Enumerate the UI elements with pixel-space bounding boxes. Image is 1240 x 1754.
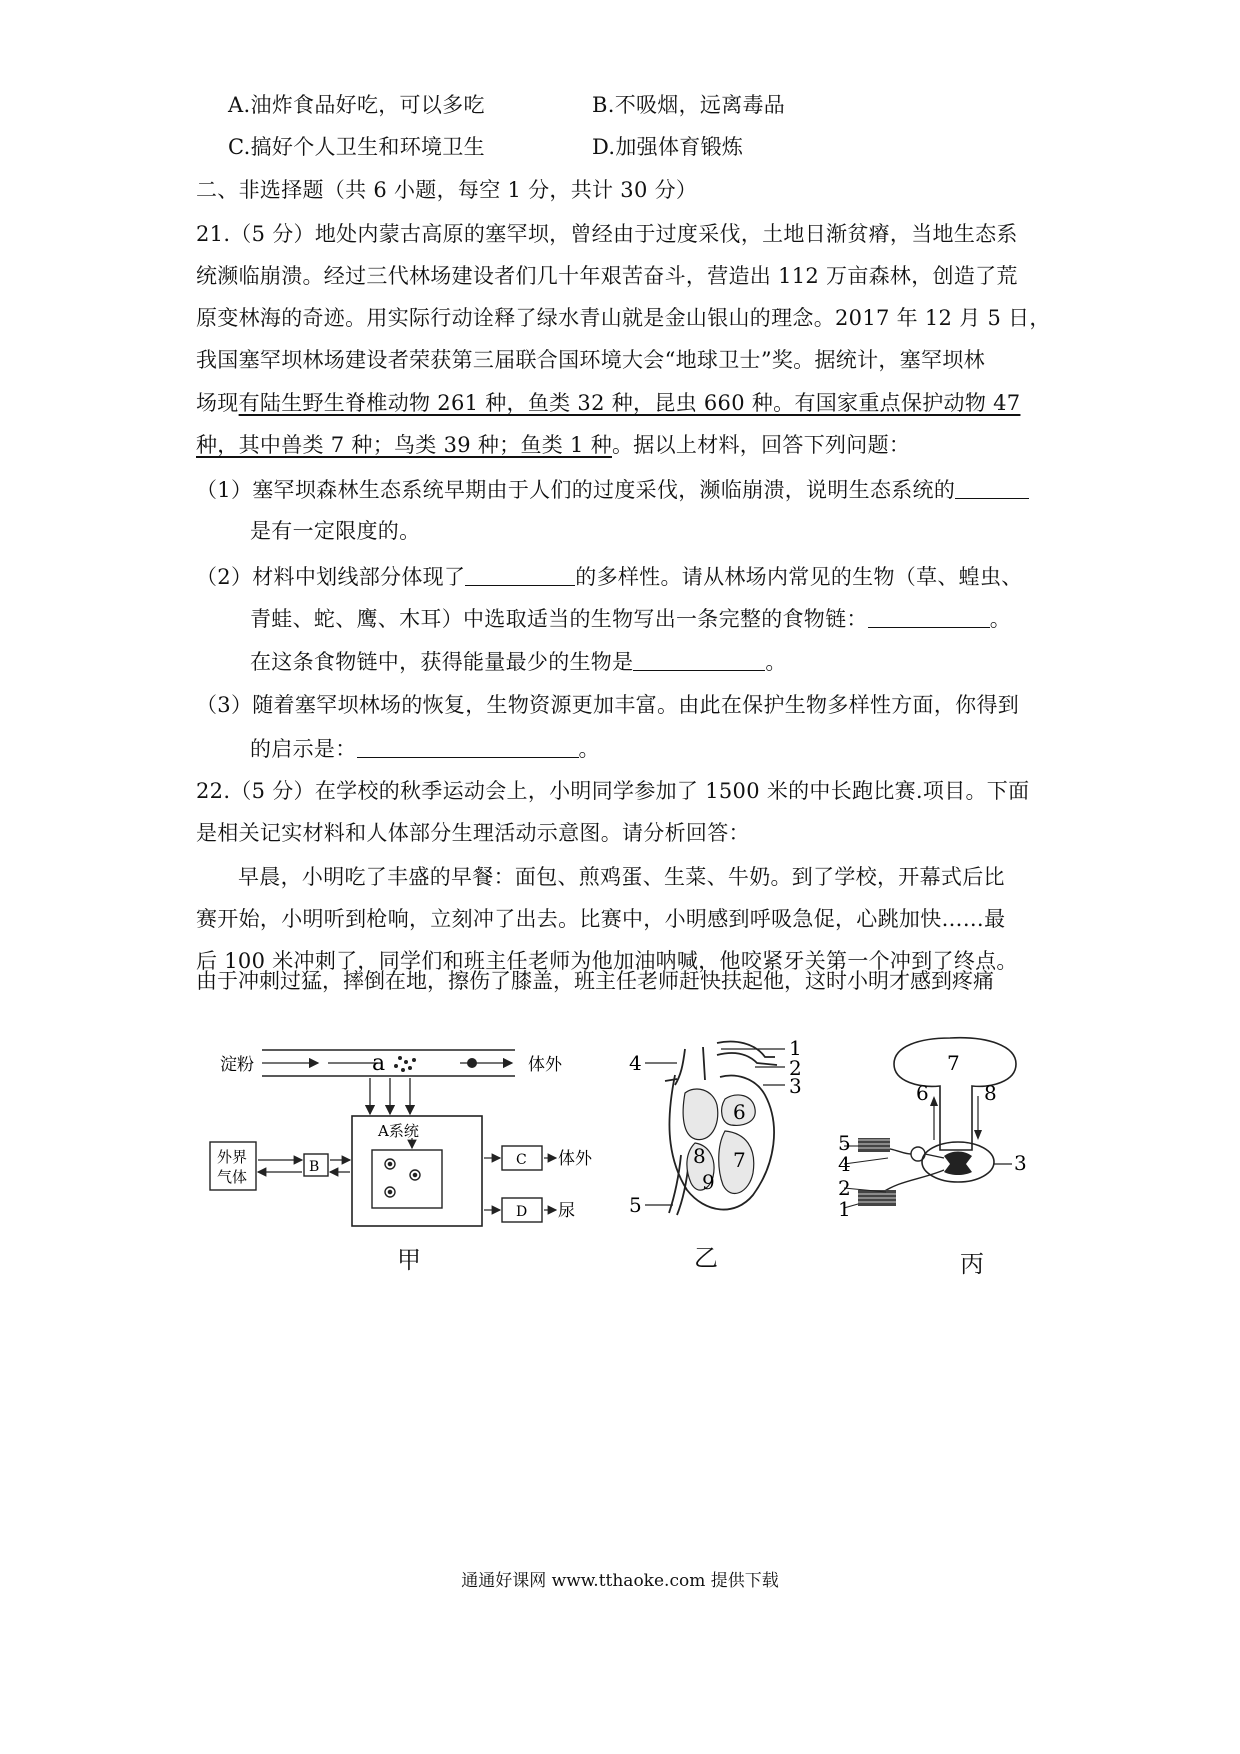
q21-line bbox=[196, 388, 1020, 418]
residue-dot bbox=[467, 1058, 477, 1068]
effector bbox=[858, 1190, 896, 1206]
q22-line: 后 100 米冲刺了，同学们和班主任老师为他加油呐喊，他咬紧牙关第一个冲到了终点。 bbox=[196, 949, 1018, 973]
q21-line: 统濒临崩溃。经过三代林场建设者们几十年艰苦奋斗，营造出 112 万亩森林，创造了荒 bbox=[196, 264, 1018, 288]
q22-line: 是相关记实材料和人体部分生理活动示意图。请分析回答： bbox=[196, 821, 750, 845]
label-starch: 淀粉 bbox=[220, 1055, 254, 1075]
q21-part2-line3 bbox=[250, 646, 787, 677]
cell-circles bbox=[385, 1159, 420, 1197]
label-urine: 尿 bbox=[558, 1201, 575, 1221]
label-outside-2: 体外 bbox=[558, 1149, 592, 1169]
heart-label-5: 5 bbox=[629, 1193, 642, 1217]
q21-text: 场现 bbox=[196, 391, 239, 415]
q21-text: 在这条食物链中，获得能量最少的生物是 bbox=[250, 650, 634, 674]
heart-label-4: 4 bbox=[629, 1051, 642, 1075]
q21-text: 青蛙、蛇、鹰、木耳）中选取适当的生物写出一条完整的食物链： bbox=[250, 607, 868, 631]
label-air-2: 气体 bbox=[217, 1168, 248, 1186]
q21-part2 bbox=[196, 561, 1023, 592]
q21-line: 21.（5 分）地处内蒙古高原的塞罕坝，曾经由于过度采伐，土地日渐贫瘠，当地生态系 bbox=[196, 222, 1018, 246]
receptor bbox=[858, 1138, 890, 1152]
section-title: 二、非选择题（共 6 小题，每空 1 分，共计 30 分） bbox=[196, 178, 698, 202]
q21-text: 。据以上材料，回答下列问题： bbox=[612, 433, 911, 457]
heart-label-2: 2 bbox=[789, 1056, 802, 1080]
heart-label-1: 1 bbox=[789, 1036, 802, 1060]
label-a: a bbox=[372, 1051, 386, 1076]
label-b: B bbox=[309, 1159, 320, 1175]
caption-jia: 甲 bbox=[397, 1246, 421, 1274]
underlined-material: 有陆生野生脊椎动物 261 种，鱼类 32 种，昆虫 660 种。有国家重点保护动物 47 bbox=[238, 391, 1021, 415]
label-outside-1: 体外 bbox=[528, 1055, 562, 1075]
q21-text: （2）材料中划线部分体现了 bbox=[196, 565, 466, 589]
label-d: D bbox=[516, 1204, 528, 1220]
q21-line: 我国塞罕坝林场建设者荣获第三届联合国环境大会“地球卫士”奖。据统计，塞罕坝林 bbox=[196, 348, 985, 372]
label-2: 2 bbox=[838, 1176, 851, 1200]
q21-text: （1）塞罕坝森林生态系统早期由于人们的过度采伐，濒临崩溃，说明生态系统的 bbox=[196, 478, 956, 502]
q22-text: 由于冲刺过猛，摔倒在地，擦伤了膝盖，班主任老师赶快扶起他，这时小明才感到疼痛 bbox=[196, 969, 994, 993]
figure-jia bbox=[210, 1040, 600, 1230]
digestion-circulation-diagram bbox=[210, 1040, 600, 1230]
q22-line: 早晨，小明吃了丰盛的早餐：面包、煎鸡蛋、生菜、牛奶。到了学校，开幕式后比 bbox=[238, 865, 1005, 889]
q21-text: 。 bbox=[578, 737, 600, 761]
label-3: 3 bbox=[1014, 1151, 1027, 1175]
label-1: 1 bbox=[838, 1197, 851, 1221]
ganglion bbox=[911, 1147, 925, 1161]
q21-part3-line2 bbox=[250, 733, 600, 764]
gray-matter bbox=[944, 1152, 972, 1176]
answer-blank[interactable] bbox=[633, 646, 765, 671]
heart-label-3: 3 bbox=[789, 1074, 802, 1098]
label-4: 4 bbox=[838, 1152, 851, 1176]
cell-box bbox=[372, 1150, 442, 1208]
answer-blank[interactable] bbox=[357, 733, 579, 758]
reflex-arc-diagram bbox=[840, 1030, 1060, 1220]
underlined-material: 种，其中兽类 7 种；鸟类 39 种；鱼类 1 种 bbox=[196, 433, 612, 457]
answer-blank[interactable] bbox=[955, 474, 1029, 499]
choice-d: D.加强体育锻炼 bbox=[592, 135, 744, 159]
heart-label-6: 6 bbox=[733, 1100, 746, 1124]
brain-label-7: 7 bbox=[947, 1051, 960, 1075]
q21-text: 。 bbox=[989, 607, 1012, 631]
digested-molecules bbox=[394, 1056, 416, 1072]
caption-yi: 乙 bbox=[694, 1244, 718, 1272]
q21-text: 的启示是： bbox=[250, 737, 357, 761]
figure-yi bbox=[625, 1035, 825, 1225]
q21-part2-line2 bbox=[250, 603, 1011, 634]
label-c: C bbox=[516, 1152, 527, 1168]
heart-label-9: 9 bbox=[702, 1170, 715, 1194]
q21-part3: （3）随着塞罕坝林场的恢复，生物资源更加丰富。由此在保护生物多样性方面，你得到 bbox=[196, 693, 1020, 717]
answer-blank[interactable] bbox=[868, 603, 990, 628]
q21-line bbox=[196, 430, 910, 460]
heart-diagram bbox=[625, 1035, 825, 1225]
label-system-a: A系统 bbox=[378, 1122, 419, 1140]
label-6: 6 bbox=[916, 1081, 929, 1105]
q22-line: 赛开始，小明听到枪响，立刻冲了出去。比赛中，小明感到呼吸急促，心跳加快……最 bbox=[196, 907, 1006, 931]
answer-blank[interactable] bbox=[465, 561, 575, 586]
q21-part1 bbox=[196, 474, 1029, 505]
q21-text: 是有一定限度的。 bbox=[250, 519, 421, 543]
choice-b: B.不吸烟，远离毒品 bbox=[592, 93, 786, 117]
label-8: 8 bbox=[984, 1081, 997, 1105]
label-air-1: 外界 bbox=[217, 1148, 248, 1166]
choice-c: C.搞好个人卫生和环境卫生 bbox=[228, 135, 485, 159]
label-5: 5 bbox=[838, 1131, 851, 1155]
q21-text: 。 bbox=[765, 650, 787, 674]
q22-line: 22.（5 分）在学校的秋季运动会上，小明同学参加了 1500 米的中长跑比赛.项目。下面 bbox=[196, 779, 1030, 803]
choice-a: A.油炸食品好吃，可以多吃 bbox=[228, 93, 485, 117]
caption-bing: 丙 bbox=[960, 1250, 984, 1278]
heart-label-8: 8 bbox=[693, 1144, 706, 1168]
figure-bing bbox=[840, 1030, 1060, 1220]
footer-watermark: 通通好课网 www.tthaoke.com 提供下载 bbox=[461, 1571, 779, 1591]
q21-text: 的多样性。请从林场内常见的生物（草、蝗虫、 bbox=[575, 565, 1023, 589]
heart-label-7: 7 bbox=[733, 1148, 746, 1172]
cut-off-line bbox=[196, 969, 1056, 995]
q21-line: 原变林海的奇迹。用实际行动诠释了绿水青山就是金山银山的理念。2017 年 12 月 5 日， bbox=[196, 306, 1051, 330]
